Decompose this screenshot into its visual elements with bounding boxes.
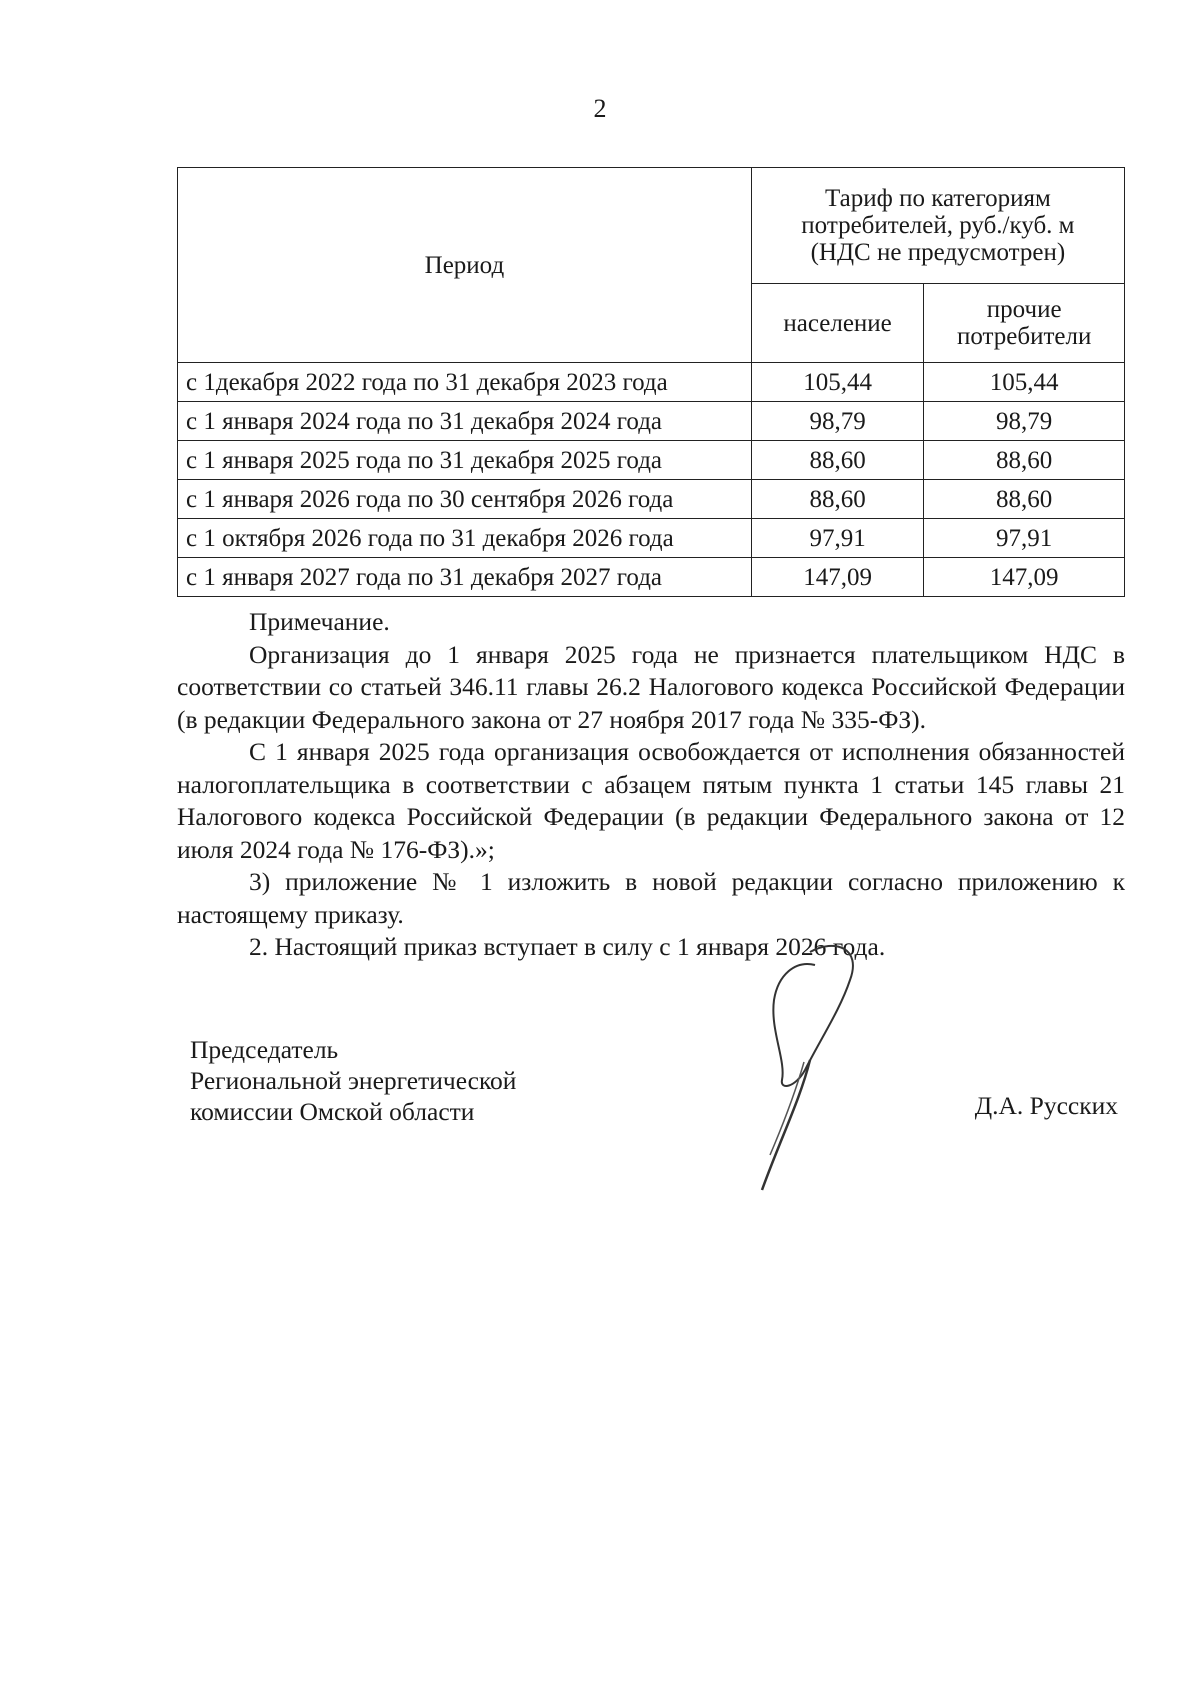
signatory-name: Д.А. Русских xyxy=(974,1091,1118,1120)
header-period: Период xyxy=(178,168,752,363)
header-population: население xyxy=(751,284,924,363)
table-row xyxy=(178,558,1125,597)
table-row xyxy=(178,519,1125,558)
table-row xyxy=(178,441,1125,480)
row-period: с 1 октября 2026 года по 31 декабря 2026 года xyxy=(178,519,752,558)
order-item-3: 3) приложение № 1 изложить в новой редакции согласно приложению к настоящему приказу. xyxy=(177,867,1125,929)
row-other: 88,60 xyxy=(924,480,1125,519)
row-population: 88,60 xyxy=(751,441,924,480)
row-other: 97,91 xyxy=(924,519,1125,558)
order-item-2: 2. Настоящий приказ вступает в силу с 1 января 2026 года. xyxy=(249,932,886,961)
header-other-line: потребители xyxy=(957,323,1092,351)
header-other-line: прочие xyxy=(986,296,1062,324)
row-period: с 1 января 2024 года по 31 декабря 2024 года xyxy=(178,402,752,441)
tariff-table xyxy=(177,167,1125,597)
note-paragraph-2: С 1 января 2025 года организация освобождается от исполнения обязанностей налогоплательщика в соответствии с абзацем пятым пункта 1 статьи 145 главы 21 Налогового кодекса Российской Федерации (в редакции Федерального закона от 12 июля 2024 года № 176-ФЗ).»; xyxy=(177,737,1125,864)
header-other xyxy=(924,284,1125,363)
row-other: 98,79 xyxy=(924,402,1125,441)
note-block xyxy=(177,606,1125,964)
row-period: с 1 января 2026 года по 30 сентября 2026 года xyxy=(178,480,752,519)
row-other: 88,60 xyxy=(924,441,1125,480)
row-period: с 1декабря 2022 года по 31 декабря 2023 года xyxy=(178,363,752,402)
note-paragraph-1: Организация до 1 января 2025 года не признается плательщиком НДС в соответствии со статьей 346.11 главы 26.2 Налогового кодекса Российской Федерации (в редакции Федерального закона от 27 ноября 2017 года № 335-ФЗ). xyxy=(177,639,1125,734)
row-population: 147,09 xyxy=(751,558,924,597)
page-number: 2 xyxy=(593,94,607,123)
note-title: Примечание. xyxy=(249,607,390,636)
row-other: 147,09 xyxy=(924,558,1125,597)
row-period: с 1 января 2027 года по 31 декабря 2027 года xyxy=(178,558,752,597)
row-period: с 1 января 2025 года по 31 декабря 2025 года xyxy=(178,441,752,480)
header-tariff xyxy=(751,168,1124,284)
row-population: 97,91 xyxy=(751,519,924,558)
row-population: 98,79 xyxy=(751,402,924,441)
handwritten-signature xyxy=(740,940,890,1200)
header-tariff-line: (НДС не предусмотрен) xyxy=(810,239,1066,267)
table-row xyxy=(178,402,1125,441)
header-tariff-line: Тариф по категориям xyxy=(825,185,1051,213)
row-other: 105,44 xyxy=(924,363,1125,402)
signatory-title-line: Региональной энергетической xyxy=(190,1066,517,1095)
table-row xyxy=(178,480,1125,519)
signatory-title xyxy=(190,1034,516,1127)
table-header-row xyxy=(178,168,1125,284)
table-row xyxy=(178,363,1125,402)
row-population: 105,44 xyxy=(751,363,924,402)
header-tariff-line: потребителей, руб./куб. м xyxy=(801,212,1075,240)
row-population: 88,60 xyxy=(751,480,924,519)
signatory-title-line: Председатель xyxy=(190,1035,339,1064)
signatory-title-line: комиссии Омской области xyxy=(190,1097,475,1126)
